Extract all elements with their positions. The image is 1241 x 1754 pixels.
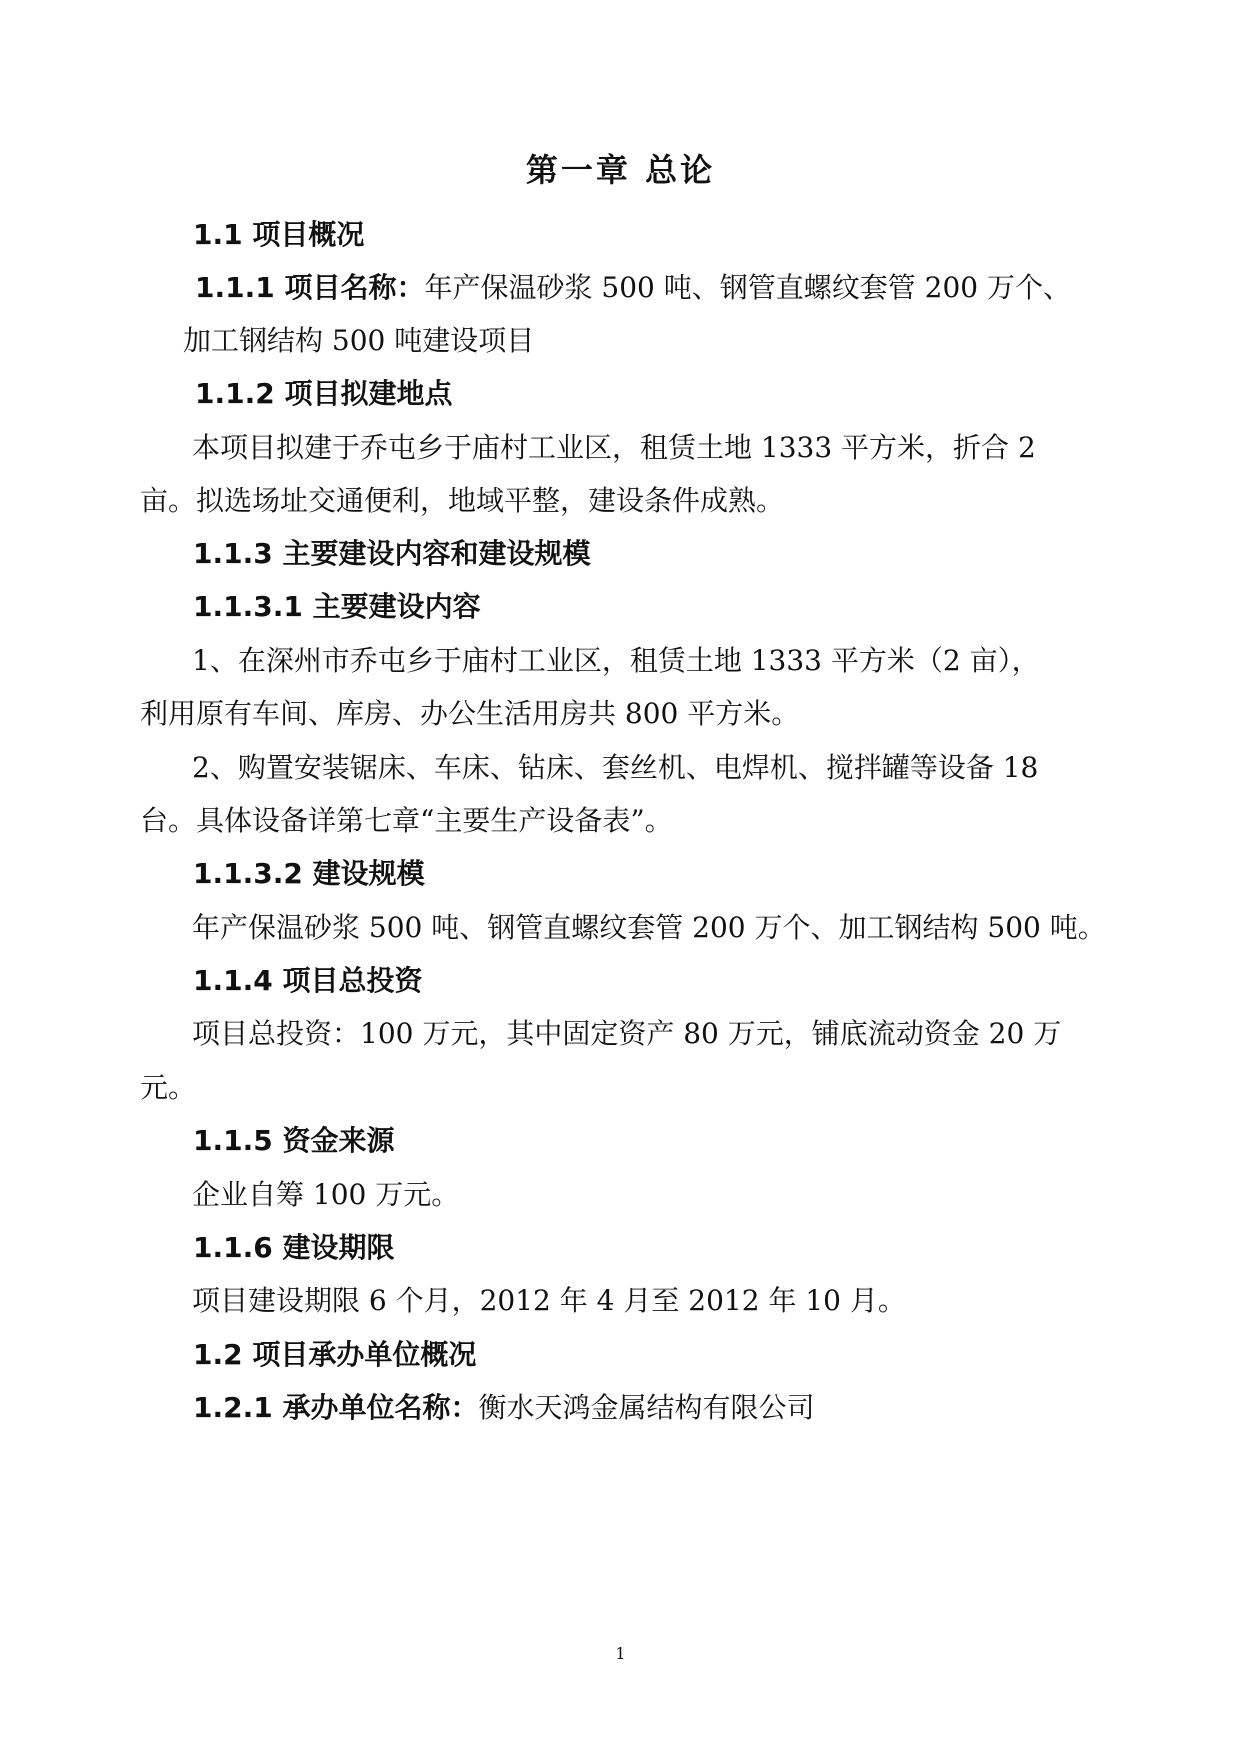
- section-heading-1-1-6: 1.1.6 建设期限: [193, 1231, 395, 1264]
- paragraph-investment: 项目总投资：100 万元，其中固定资产 80 万元，铺底流动资金 20 万: [192, 1017, 1062, 1050]
- section-heading-1-1-3-1: 1.1.3.1 主要建设内容: [193, 590, 481, 623]
- project-name-value: 年产保温砂浆 500 吨、钢管直螺纹套管 200 万个、: [424, 271, 1071, 304]
- paragraph-location: 本项目拟建于乔屯乡于庙村工业区，租赁土地 1333 平方米，折合 2: [192, 431, 1036, 464]
- paragraph-scale: 年产保温砂浆 500 吨、钢管直螺纹套管 200 万个、加工钢结构 500 吨。: [192, 911, 1106, 944]
- chapter-title: 第一章 总论: [525, 151, 716, 189]
- paragraph-content-2: 2、购置安装锯床、车床、钻床、套丝机、电焊机、搅拌罐等设备 18: [192, 751, 1039, 784]
- section-heading-1-1-4: 1.1.4 项目总投资: [193, 964, 423, 997]
- project-name-line: [195, 268, 1071, 308]
- paragraph-funding: 企业自筹 100 万元。: [192, 1178, 460, 1211]
- section-heading-1-2: 1.2 项目承办单位概况: [193, 1338, 477, 1371]
- organizer-name-line: [193, 1388, 815, 1428]
- paragraph-content-2-cont: 台。具体设备详第七章“主要生产设备表”。: [140, 804, 673, 837]
- paragraph-content-1-cont: 利用原有车间、库房、办公生活用房共 800 平方米。: [140, 697, 800, 730]
- organizer-name-value: 衡水天鸿金属结构有限公司: [478, 1391, 815, 1424]
- project-name-value-cont: 加工钢结构 500 吨建设项目: [183, 324, 535, 357]
- paragraph-period: 项目建设期限 6 个月，2012 年 4 月至 2012 年 10 月。: [192, 1284, 906, 1317]
- section-heading-1-1-3: 1.1.3 主要建设内容和建设规模: [193, 537, 591, 570]
- section-heading-1-1-3-2: 1.1.3.2 建设规模: [193, 857, 425, 890]
- paragraph-location-cont: 亩。拟选场址交通便利，地域平整，建设条件成熟。: [140, 484, 785, 517]
- section-heading-1-1-2: 1.1.2 项目拟建地点: [195, 377, 453, 410]
- page-number: 1: [615, 1644, 626, 1663]
- paragraph-content-1: 1、在深州市乔屯乡于庙村工业区，租赁土地 1333 平方米（2 亩），: [192, 644, 1040, 677]
- project-name-label: 1.1.1 项目名称：: [195, 271, 425, 304]
- organizer-name-label: 1.2.1 承办单位名称：: [193, 1391, 479, 1424]
- paragraph-investment-cont: 元。: [140, 1071, 197, 1104]
- section-heading-1-1: 1.1 项目概况: [193, 218, 365, 251]
- section-heading-1-1-5: 1.1.5 资金来源: [193, 1124, 395, 1157]
